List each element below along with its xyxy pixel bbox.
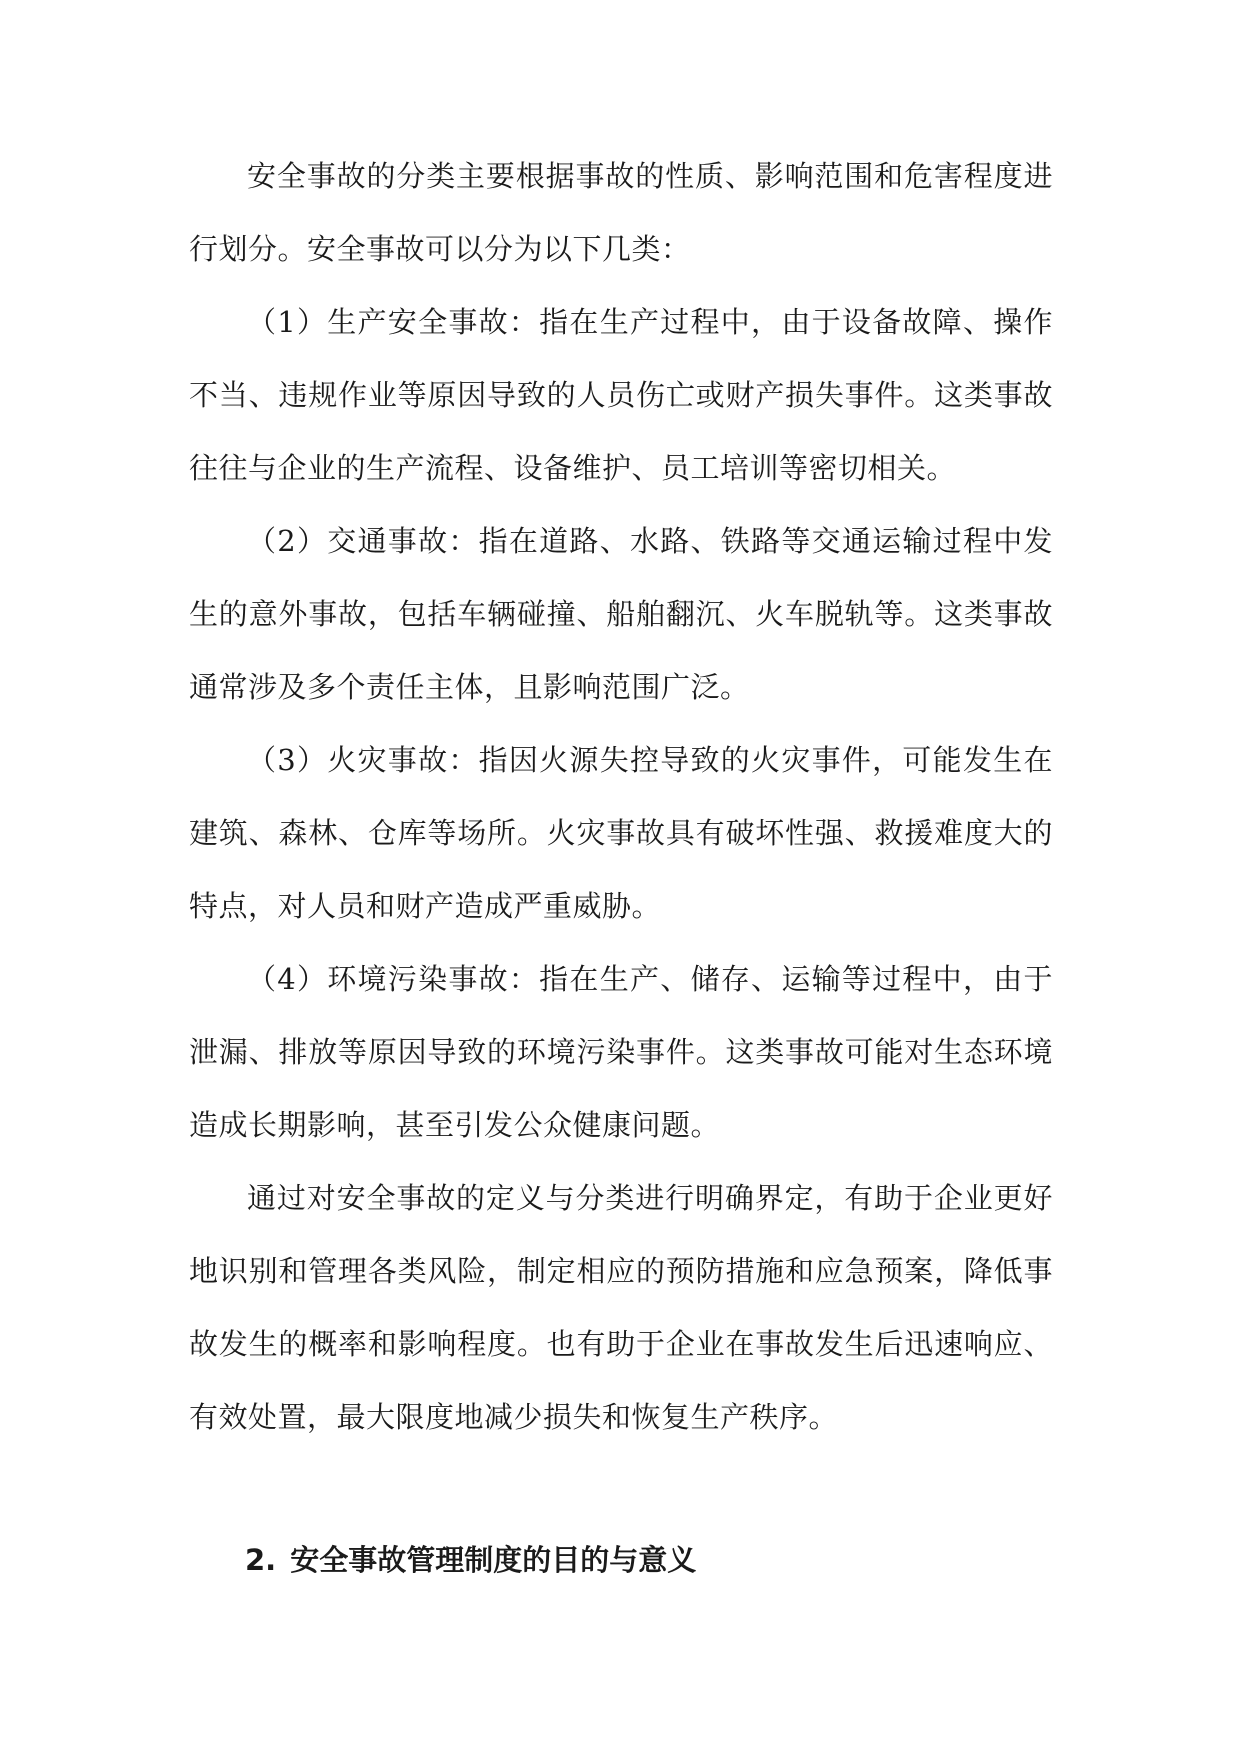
paragraph-production-accident: （1）生产安全事故：指在生产过程中，由于设备故障、操作不当、违规作业等原因导致的人员伤亡或财产损失事件。这类事故往往与企业的生产流程、设备维护、员工培训等密切相关。 xyxy=(189,305,1053,485)
body-text xyxy=(189,140,1053,1454)
paragraph-conclusion: 通过对安全事故的定义与分类进行明确界定，有助于企业更好地识别和管理各类风险，制定相应的预防措施和应急预案，降低事故发生的概率和影响程度。也有助于企业在事故发生后迅速响应、有效处置，最大限度地减少损失和恢复生产秩序。 xyxy=(189,1181,1053,1434)
section-heading xyxy=(245,1540,696,1580)
paragraph-pollution-accident: （4）环境污染事故：指在生产、储存、运输等过程中，由于泄漏、排放等原因导致的环境污染事件。这类事故可能对生态环境造成长期影响，甚至引发公众健康问题。 xyxy=(189,962,1053,1142)
paragraph-traffic-accident: （2）交通事故：指在道路、水路、铁路等交通运输过程中发生的意外事故，包括车辆碰撞、船舶翻沉、火车脱轨等。这类事故通常涉及多个责任主体，且影响范围广泛。 xyxy=(189,524,1053,704)
section-number: 2. xyxy=(245,1543,277,1577)
paragraph-fire-accident: （3）火灾事故：指因火源失控导致的火灾事件，可能发生在建筑、森林、仓库等场所。火灾事故具有破坏性强、救援难度大的特点，对人员和财产造成严重威胁。 xyxy=(189,743,1053,923)
paragraph-classification-intro: 安全事故的分类主要根据事故的性质、影响范围和危害程度进行划分。安全事故可以分为以下几类： xyxy=(189,159,1053,266)
section-title: 安全事故管理制度的目的与意义 xyxy=(290,1543,697,1577)
